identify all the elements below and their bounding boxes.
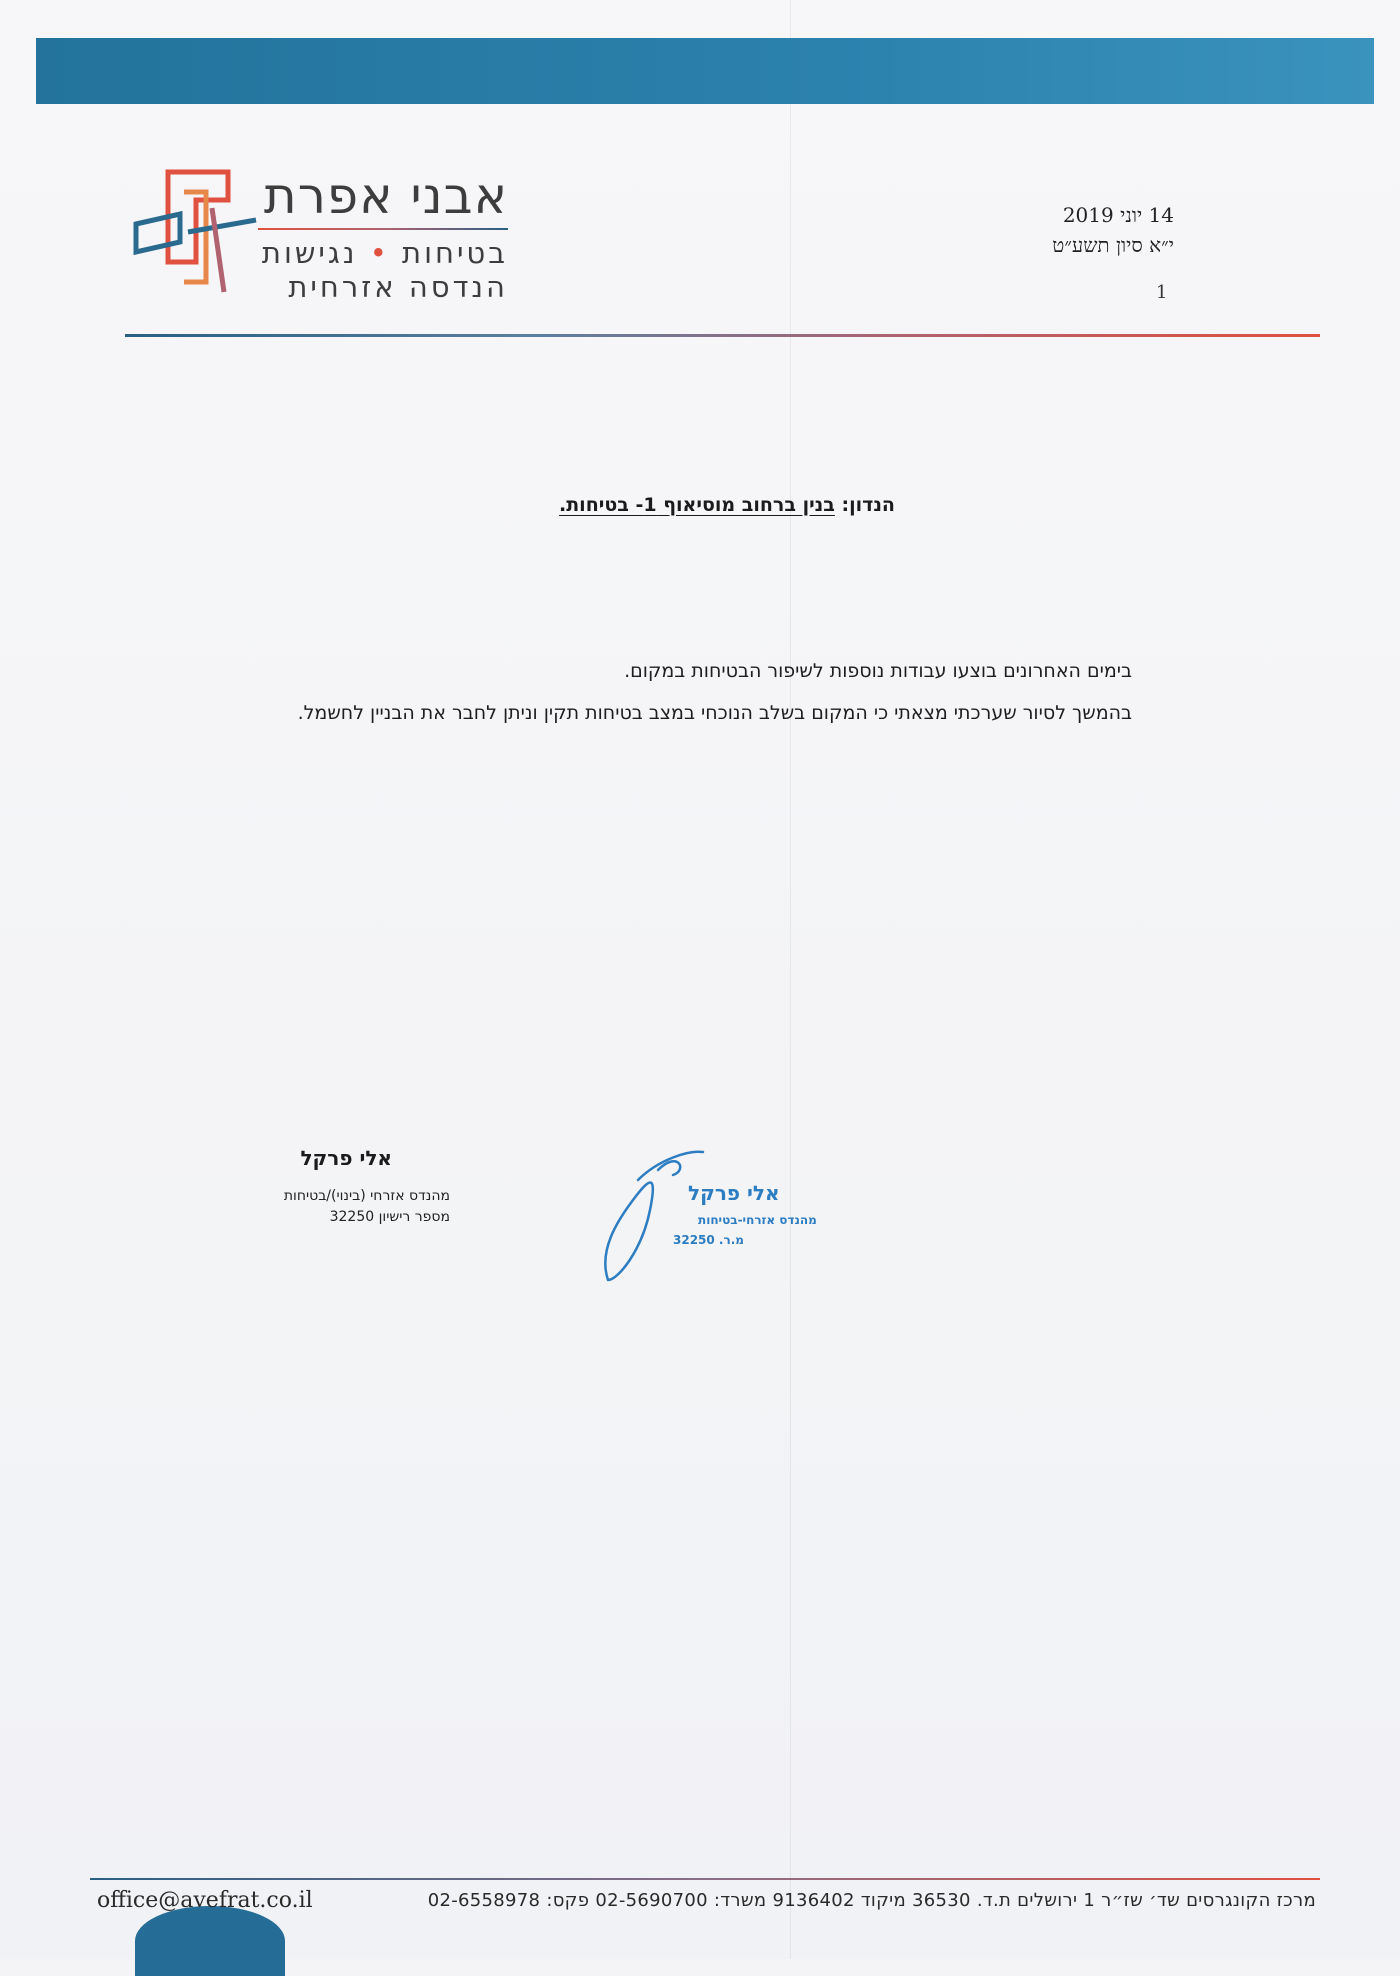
body-paragraph-2: בהמשך לסיור שערכתי מצאתי כי המקום בשלב הנוכחי במצב בטיחות תקין וניתן לחבר את הבניין לחשמל. — [297, 702, 1132, 724]
signer-name: אלי פרקל — [300, 1146, 392, 1170]
footer-divider — [90, 1878, 1320, 1880]
date-block — [1052, 200, 1174, 260]
stamp-license: מ.ר. 32250 — [673, 1233, 744, 1247]
footer-decoration — [135, 1906, 285, 1976]
tagline-accessibility: נגישות — [261, 236, 358, 270]
stamp-title: מהנדס אזרחי-בטיחות — [698, 1213, 817, 1227]
brand-block — [258, 167, 508, 304]
letterhead-top-band — [36, 38, 1374, 104]
paper-fold — [790, 0, 791, 1959]
brand-tagline-2: הנדסה אזרחית — [288, 270, 508, 304]
letter-body — [252, 650, 1132, 734]
footer-address: מרכז הקונגרסים שד׳ שז״ר 1 ירושלים ת.ד. 36530 מיקוד 9136402 משרד: 02-5690700 פקס: 02-6558978 — [427, 1890, 1316, 1911]
stamp-name: אלי פרקל — [688, 1181, 780, 1205]
page-number: 1 — [1156, 282, 1168, 303]
gregorian-date: 14 יוני 2019 — [1062, 203, 1174, 227]
letterhead-divider — [125, 334, 1320, 337]
brand-tagline-1 — [258, 236, 508, 270]
subject-label: הנדון: — [841, 494, 895, 516]
signer-title: מהנדס אזרחי (בינוי)/בטיחות — [283, 1188, 450, 1204]
subject-line — [559, 494, 895, 516]
company-logo-icon — [128, 162, 268, 302]
hebrew-date: י״א סיון תשע״ט — [1052, 233, 1174, 257]
signature-stamp-icon — [538, 1140, 817, 1290]
brand-name: אבני אפרת — [263, 167, 508, 225]
body-paragraph-1: בימים האחרונים בוצעו עבודות נוספות לשיפור הבטיחות במקום. — [624, 660, 1132, 682]
subject-text: בנין ברחוב מוסיאוף 1- בטיחות. — [558, 494, 835, 516]
tagline-safety: בטיחות — [402, 236, 508, 270]
brand-divider — [258, 228, 508, 230]
tagline-dot: • — [369, 236, 390, 270]
signer-license: מספר רישיון 32250 — [329, 1209, 450, 1225]
footer-email[interactable]: office@avefrat.co.il — [97, 1888, 313, 1913]
signer-details — [284, 1186, 450, 1228]
